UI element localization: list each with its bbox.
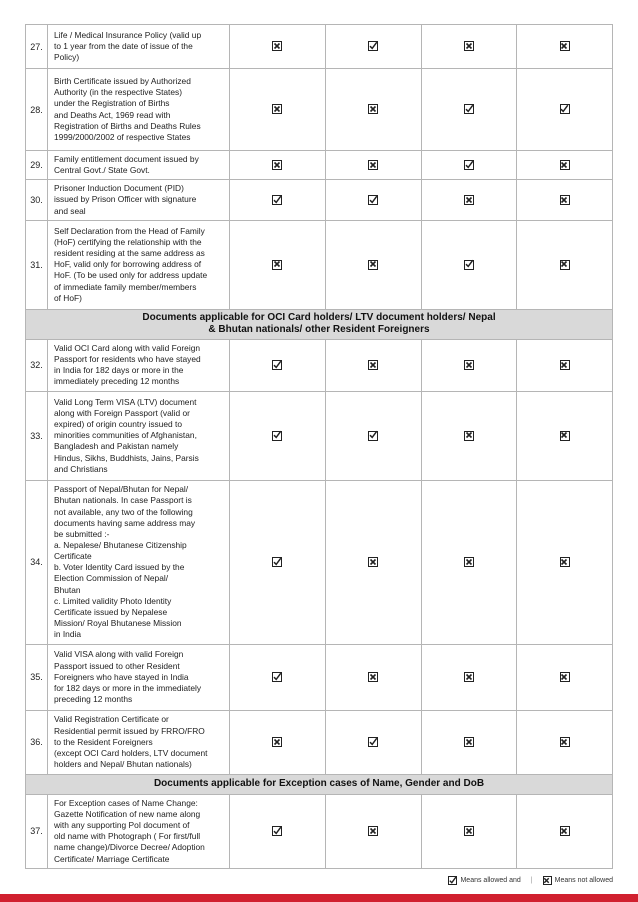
status-cell — [421, 710, 517, 774]
check-icon — [272, 826, 282, 836]
section-header-row — [26, 774, 613, 794]
cross-icon — [272, 160, 282, 170]
status-cell — [325, 180, 421, 220]
document-description: Family entitlement document issued by Central Govt./ State Govt. — [48, 151, 230, 180]
document-description: Valid Registration Certificate or Residential permit issued by FRRO/FRO to the Resident Foreigners (except OCI Card holders, LTV document holders and Nepal/ Bhutan nationals) — [48, 710, 230, 774]
cross-icon — [560, 431, 570, 441]
status-cell — [230, 644, 326, 710]
cross-icon — [543, 876, 552, 885]
status-cell — [517, 480, 613, 644]
cross-icon — [560, 826, 570, 836]
cross-icon — [464, 195, 474, 205]
row-number: 31. — [26, 220, 48, 309]
status-cell — [230, 710, 326, 774]
status-cell — [421, 180, 517, 220]
status-cell — [517, 69, 613, 151]
check-icon — [272, 557, 282, 567]
section-header-row — [26, 309, 613, 339]
cross-icon — [368, 260, 378, 270]
status-cell — [421, 391, 517, 480]
cross-icon — [560, 195, 570, 205]
status-cell — [230, 25, 326, 69]
check-icon — [368, 195, 378, 205]
status-cell — [230, 220, 326, 309]
table-row — [26, 391, 613, 480]
status-cell — [517, 220, 613, 309]
cross-icon — [368, 360, 378, 370]
status-cell — [421, 25, 517, 69]
cross-icon — [464, 557, 474, 567]
document-description: Valid VISA along with valid Foreign Passport issued to other Resident Foreigners who have stayed in India for 182 days or more in the immediately preceding 12 months — [48, 644, 230, 710]
check-icon — [272, 672, 282, 682]
row-number: 27. — [26, 25, 48, 69]
status-cell — [325, 69, 421, 151]
cross-icon — [560, 360, 570, 370]
table-row — [26, 480, 613, 644]
cross-icon — [464, 672, 474, 682]
row-number: 28. — [26, 69, 48, 151]
row-number: 29. — [26, 151, 48, 180]
documents-table-body — [26, 25, 613, 869]
legend — [448, 876, 613, 885]
table-row — [26, 220, 613, 309]
row-number: 37. — [26, 794, 48, 868]
check-icon — [272, 195, 282, 205]
status-cell — [230, 480, 326, 644]
cross-icon — [368, 672, 378, 682]
table-row — [26, 794, 613, 868]
row-number: 30. — [26, 180, 48, 220]
legend-allowed-text: Means allowed and — [460, 877, 521, 884]
row-number: 32. — [26, 339, 48, 391]
cross-icon — [464, 737, 474, 747]
status-cell — [325, 339, 421, 391]
cross-icon — [560, 160, 570, 170]
status-cell — [517, 25, 613, 69]
cross-icon — [272, 260, 282, 270]
cross-icon — [272, 104, 282, 114]
check-icon — [368, 431, 378, 441]
section-title: Documents applicable for Exception cases of Name, Gender and DoB — [26, 774, 613, 794]
table-row — [26, 710, 613, 774]
status-cell — [517, 180, 613, 220]
cross-icon — [368, 104, 378, 114]
check-icon — [272, 360, 282, 370]
check-icon — [272, 431, 282, 441]
documents-table — [25, 24, 613, 869]
status-cell — [517, 339, 613, 391]
status-cell — [230, 69, 326, 151]
status-cell — [421, 151, 517, 180]
status-cell — [517, 644, 613, 710]
cross-icon — [560, 557, 570, 567]
status-cell — [325, 480, 421, 644]
check-icon — [464, 104, 474, 114]
row-number: 33. — [26, 391, 48, 480]
document-description: Birth Certificate issued by Authorized Authority (in the respective States) under the Registration of Births and Deaths Act, 1969 read with Registration of Births and Deaths Rules 1999/2000/2002 of respective States — [48, 69, 230, 151]
document-description: Valid OCI Card along with valid Foreign Passport for residents who have stayed in India for 182 days or more in the immediately preceding 12 months — [48, 339, 230, 391]
check-icon — [368, 737, 378, 747]
status-cell — [517, 794, 613, 868]
check-icon — [448, 876, 457, 885]
document-description: Valid Long Term VISA (LTV) document along with Foreign Passport (valid or expired) of origin country issued to minorities communities of Afghanistan, Bangladesh and Pakistan namely Hindus, Sikhs, Buddhists, Jains, Parsis and Christians — [48, 391, 230, 480]
status-cell — [325, 794, 421, 868]
table-row — [26, 69, 613, 151]
table-row — [26, 151, 613, 180]
cross-icon — [560, 41, 570, 51]
status-cell — [230, 794, 326, 868]
status-cell — [230, 339, 326, 391]
table-row — [26, 339, 613, 391]
cross-icon — [272, 737, 282, 747]
table-row — [26, 644, 613, 710]
check-icon — [464, 160, 474, 170]
check-icon — [464, 260, 474, 270]
status-cell — [325, 644, 421, 710]
cross-icon — [272, 41, 282, 51]
cross-icon — [560, 672, 570, 682]
status-cell — [230, 151, 326, 180]
cross-icon — [368, 826, 378, 836]
status-cell — [230, 180, 326, 220]
row-number: 36. — [26, 710, 48, 774]
status-cell — [230, 391, 326, 480]
document-description: Prisoner Induction Document (PID) issued by Prison Officer with signature and seal — [48, 180, 230, 220]
status-cell — [325, 220, 421, 309]
status-cell — [421, 69, 517, 151]
row-number: 35. — [26, 644, 48, 710]
status-cell — [325, 710, 421, 774]
cross-icon — [560, 737, 570, 747]
status-cell — [421, 339, 517, 391]
table-row — [26, 25, 613, 69]
table-row — [26, 180, 613, 220]
footer-bar — [0, 894, 638, 902]
status-cell — [421, 220, 517, 309]
status-cell — [325, 151, 421, 180]
cross-icon — [368, 557, 378, 567]
legend-not-allowed-text: Means not allowed — [554, 877, 613, 884]
status-cell — [517, 710, 613, 774]
legend-separator: | — [530, 877, 533, 884]
document-description: For Exception cases of Name Change: Gazette Notification of new name along with any supporting PoI document of old name with Photograph ( For first/full name change)/Divorce Decree/ Adoption Certificate/ Marriage Certificate — [48, 794, 230, 868]
cross-icon — [368, 160, 378, 170]
cross-icon — [464, 360, 474, 370]
status-cell — [325, 25, 421, 69]
status-cell — [325, 391, 421, 480]
document-description: Self Declaration from the Head of Family (HoF) certifying the relationship with the resident residing at the same address as HoF, valid only for borrowing address of HoF. (To be used only for address update of immediate family member/members of HoF) — [48, 220, 230, 309]
cross-icon — [464, 431, 474, 441]
check-icon — [368, 41, 378, 51]
status-cell — [421, 480, 517, 644]
status-cell — [421, 644, 517, 710]
cross-icon — [464, 826, 474, 836]
document-description: Passport of Nepal/Bhutan for Nepal/ Bhutan nationals. In case Passport is not available, any two of the following documents having same address may be submitted :- a. Nepalese/ Bhutanese Citizenship Certificate b. Voter Identity Card issued by the Election Commission of Nepal/ Bhutan c. Limited validity Photo Identity Certificate issued by Nepalese Mission/ Royal Bhutanese Mission in India — [48, 480, 230, 644]
status-cell — [421, 794, 517, 868]
check-icon — [560, 104, 570, 114]
section-title: Documents applicable for OCI Card holders/ LTV document holders/ Nepal & Bhutan nationals/ other Resident Foreigners — [26, 309, 613, 339]
document-description: Life / Medical Insurance Policy (valid up to 1 year from the date of issue of the Policy) — [48, 25, 230, 69]
row-number: 34. — [26, 480, 48, 644]
cross-icon — [464, 41, 474, 51]
cross-icon — [560, 260, 570, 270]
status-cell — [517, 391, 613, 480]
status-cell — [517, 151, 613, 180]
